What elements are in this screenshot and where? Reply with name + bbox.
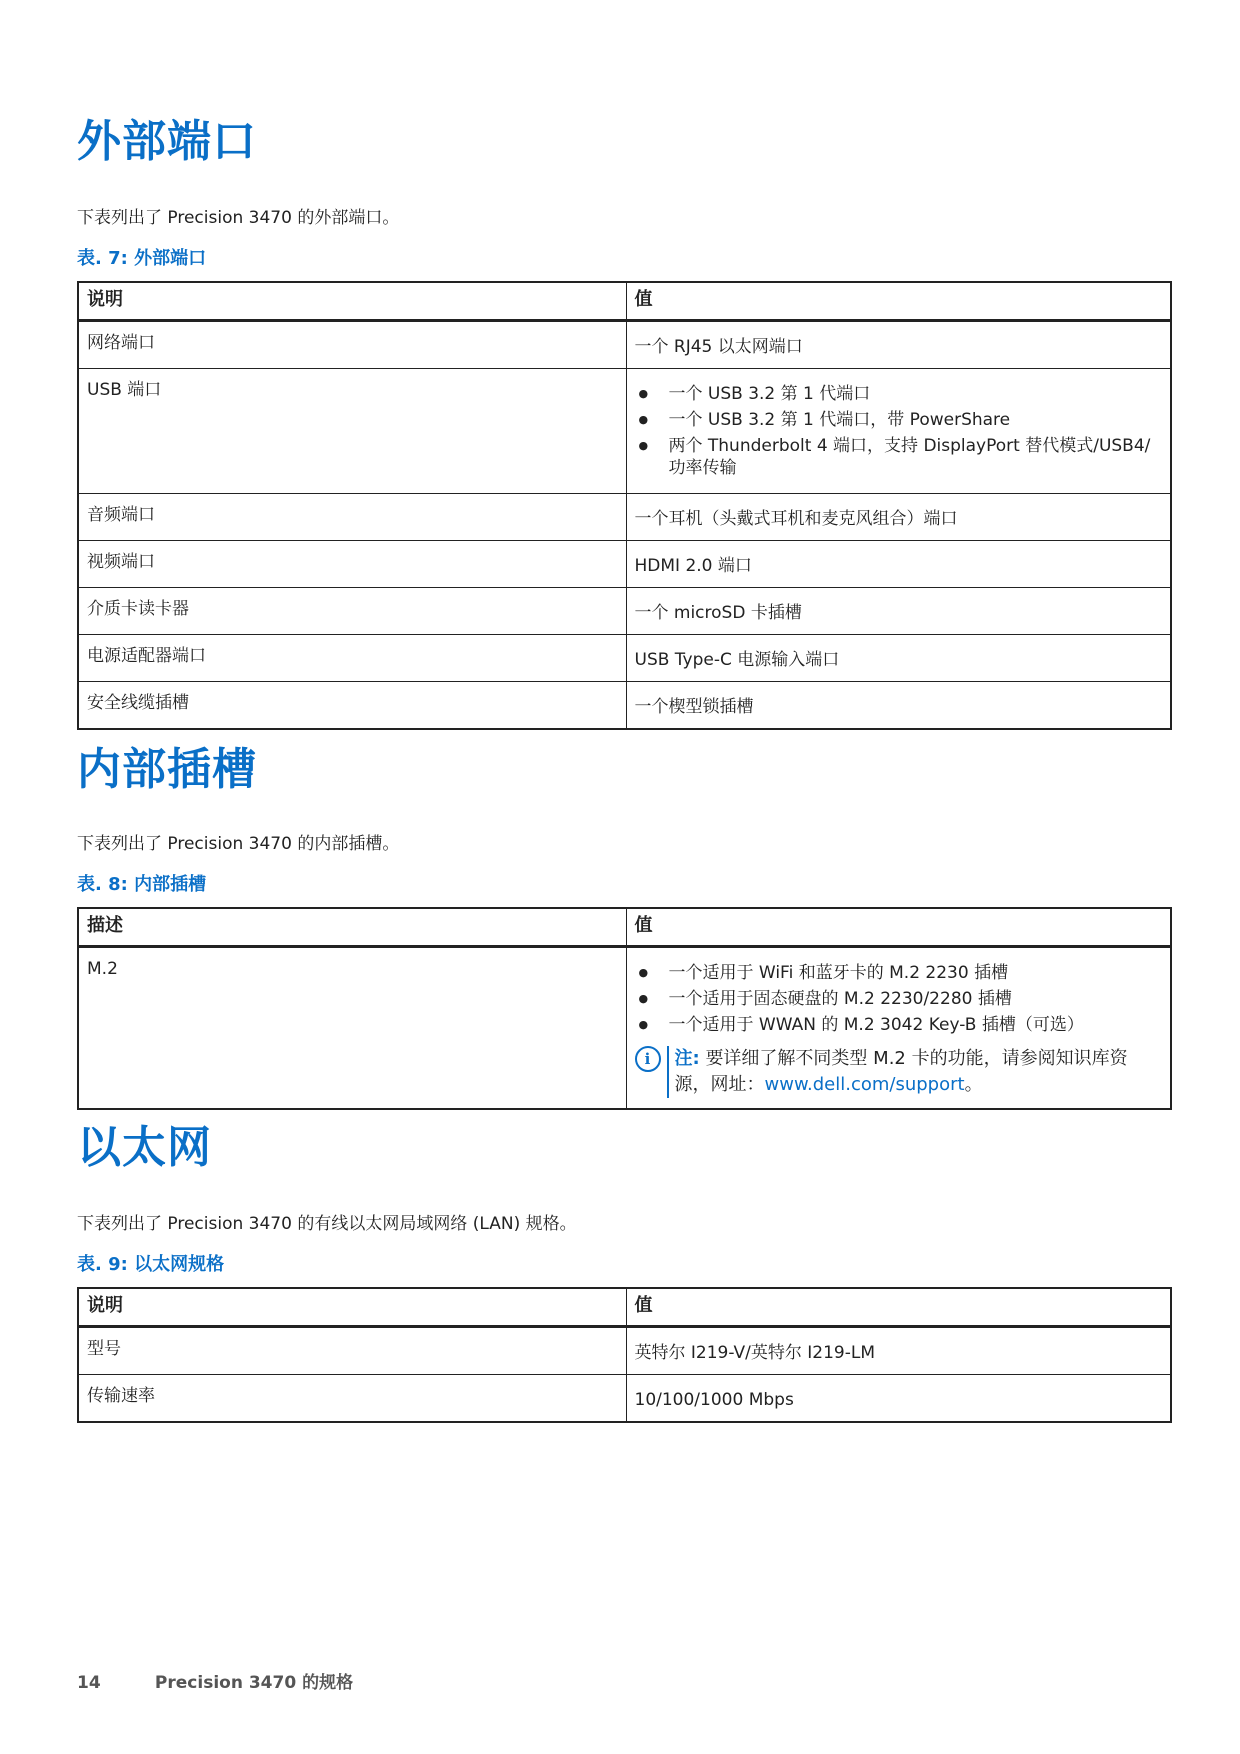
note-body: [667, 1046, 1163, 1098]
table-row: [78, 588, 1171, 635]
row-value: 一个 microSD 卡插槽: [626, 588, 1171, 635]
list-item: ● 一个适用于固态硬盘的 M.2 2230/2280 插槽: [669, 988, 1163, 1010]
row-label: USB 端口: [78, 369, 626, 494]
row-value: 一个 RJ45 以太网端口: [626, 321, 1171, 369]
note-text: 要详细了解不同类型 M.2 卡的功能，请参阅知识库资源，网址：: [674, 1048, 1128, 1095]
row-value: 一个楔型锁插槽: [626, 682, 1171, 730]
table-caption-ethernet: 表. 9: 以太网规格: [77, 1254, 225, 1275]
row-value: HDMI 2.0 端口: [626, 541, 1171, 588]
table-row: [78, 541, 1171, 588]
row-label: 介质卡读卡器: [78, 588, 626, 635]
row-label: 安全线缆插槽: [78, 682, 626, 730]
section-intro-external-ports: 下表列出了 Precision 3470 的外部端口。: [77, 208, 400, 228]
table-caption-external-ports: 表. 7: 外部端口: [77, 248, 207, 269]
ethernet-table: [77, 1287, 1172, 1423]
row-value: USB Type-C 电源输入端口: [626, 635, 1171, 682]
usb-list: [635, 383, 1163, 479]
row-value: 10/100/1000 Mbps: [626, 1375, 1171, 1423]
row-label: 视频端口: [78, 541, 626, 588]
row-label: 传输速率: [78, 1375, 626, 1423]
note-label: 注:: [674, 1048, 700, 1069]
table-row: [78, 1327, 1171, 1375]
note-end: 。: [964, 1074, 983, 1095]
row-label: 型号: [78, 1327, 626, 1375]
table-row: [78, 682, 1171, 730]
page-footer: [77, 1668, 353, 1693]
header-value: 值: [626, 908, 1171, 947]
row-label: 电源适配器端口: [78, 635, 626, 682]
table-header-row: [78, 1288, 1171, 1327]
row-label: M.2: [78, 947, 626, 1110]
table-header-row: [78, 282, 1171, 321]
header-description: 说明: [78, 282, 626, 321]
external-ports-table: [77, 281, 1172, 730]
section-title-ethernet: 以太网: [77, 1122, 212, 1173]
support-link[interactable]: www.dell.com/support: [764, 1074, 965, 1095]
row-value: [626, 369, 1171, 494]
header-description: 描述: [78, 908, 626, 947]
section-title-internal-slots: 内部插槽: [77, 744, 257, 795]
header-value: 值: [626, 1288, 1171, 1327]
row-value: 英特尔 I219-V/英特尔 I219-LM: [626, 1327, 1171, 1375]
table-caption-internal-slots: 表. 8: 内部插槽: [77, 874, 207, 895]
section-intro-internal-slots: 下表列出了 Precision 3470 的内部插槽。: [77, 834, 400, 854]
table-row: [78, 1375, 1171, 1423]
list-item: ● 一个 USB 3.2 第 1 代端口，带 PowerShare: [669, 409, 1163, 431]
row-label: 网络端口: [78, 321, 626, 369]
page-number: 14: [77, 1673, 101, 1693]
table-row: [78, 635, 1171, 682]
note-box: [635, 1046, 1163, 1098]
row-value: 一个耳机（头戴式耳机和麦克风组合）端口: [626, 494, 1171, 541]
table-row: [78, 947, 1171, 1110]
footer-title: Precision 3470 的规格: [154, 1673, 354, 1693]
section-intro-ethernet: 下表列出了 Precision 3470 的有线以太网局域网络 (LAN) 规格。: [77, 1214, 577, 1234]
table-row: [78, 494, 1171, 541]
header-description: 说明: [78, 1288, 626, 1327]
internal-slots-table: [77, 907, 1172, 1110]
list-item: ● 一个适用于 WWAN 的 M.2 3042 Key-B 插槽（可选）: [669, 1014, 1163, 1036]
row-label: 音频端口: [78, 494, 626, 541]
list-item: ● 一个适用于 WiFi 和蓝牙卡的 M.2 2230 插槽: [669, 962, 1163, 984]
list-item: ● 一个 USB 3.2 第 1 代端口: [669, 383, 1163, 405]
list-item: ● 两个 Thunderbolt 4 端口，支持 DisplayPort 替代模式/USB4/功率传输: [669, 435, 1163, 479]
section-title-external-ports: 外部端口: [77, 116, 257, 167]
info-icon: i: [635, 1046, 661, 1072]
table-header-row: [78, 908, 1171, 947]
header-value: 值: [626, 282, 1171, 321]
table-row: [78, 369, 1171, 494]
table-row: [78, 321, 1171, 369]
m2-list: [635, 962, 1163, 1036]
row-value: [626, 947, 1171, 1110]
